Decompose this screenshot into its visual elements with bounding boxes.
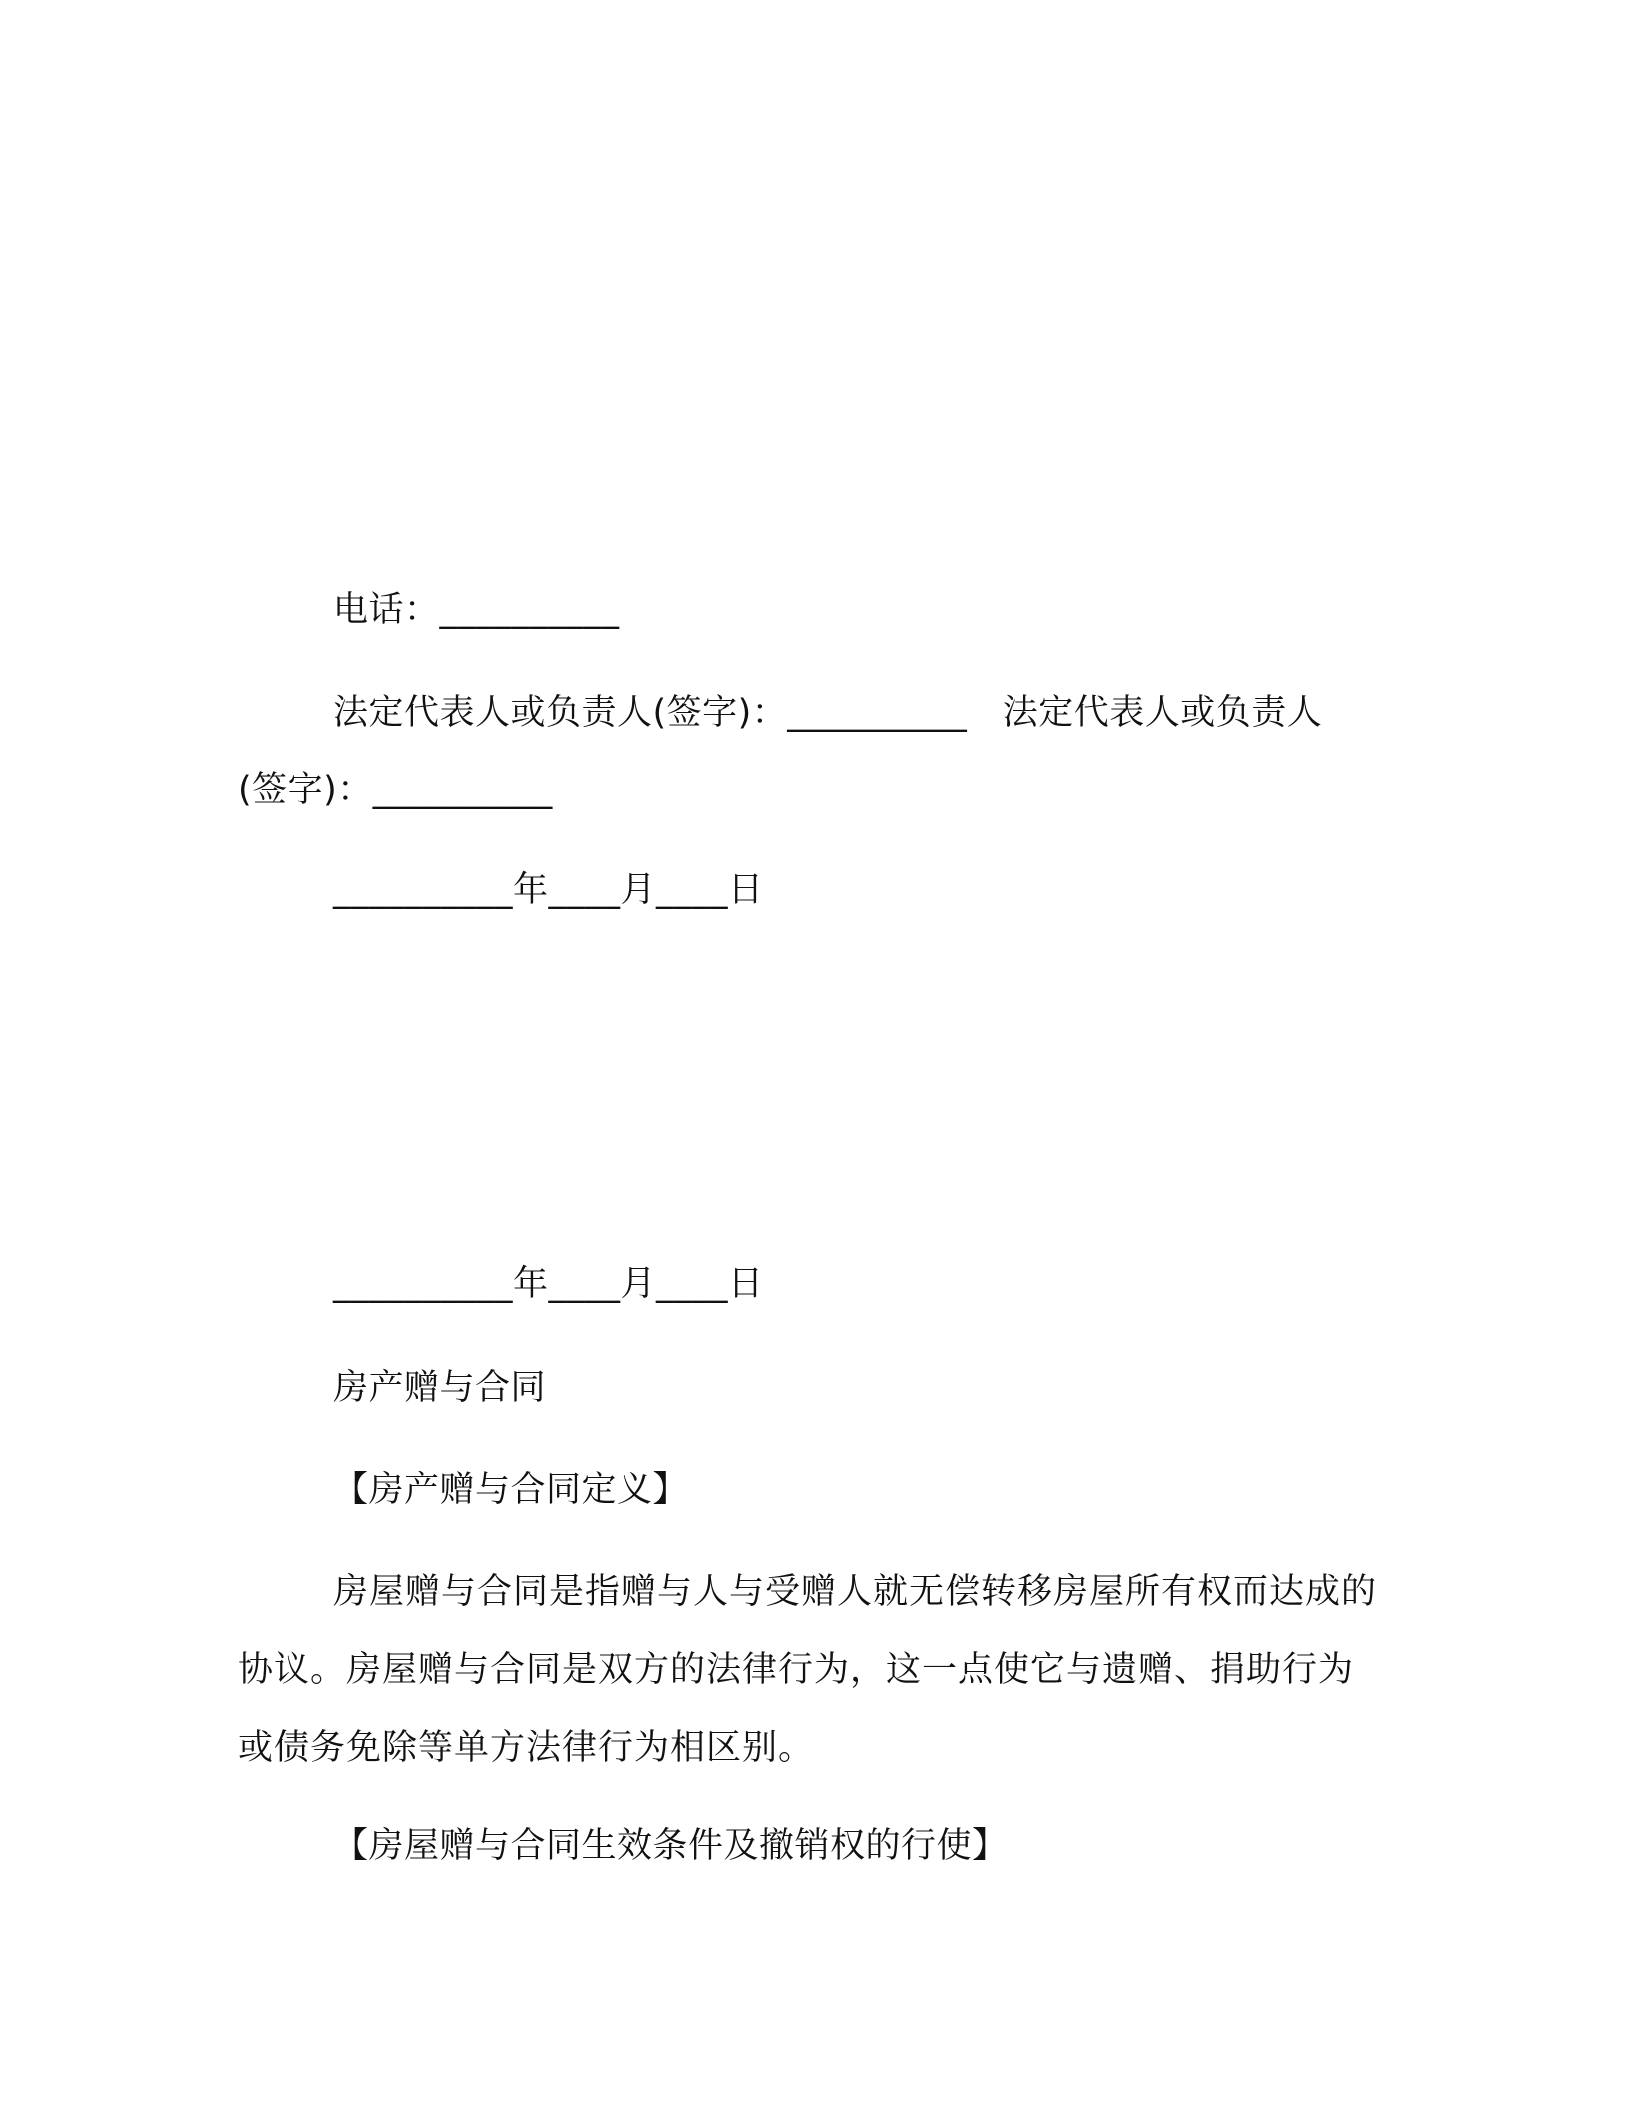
section-heading-definition: 【房产赠与合同定义】 bbox=[333, 1470, 689, 1510]
phone-line: 电话：__________ bbox=[333, 590, 620, 630]
representative-signature-line: 法定代表人或负责人(签字)：__________ 法定代表人或负责人 bbox=[333, 693, 1323, 733]
definition-paragraph: 房屋赠与合同是指赠与人与受赠人就无偿转移房屋所有权而达成的协议。房屋赠与合同是双方的法律行为，这一点使它与遗赠、捐助行为或债务免除等单方法律行为相区别。 bbox=[238, 1572, 1378, 1768]
contract-title: 房产赠与合同 bbox=[333, 1368, 547, 1408]
date-line: __________年____月____日 bbox=[333, 870, 764, 910]
date-line-second: __________年____月____日 bbox=[333, 1264, 764, 1304]
section-heading-effect-conditions: 【房屋赠与合同生效条件及撤销权的行使】 bbox=[333, 1826, 1008, 1866]
representative-signature-line-continued: (签字)：__________ bbox=[238, 770, 553, 810]
